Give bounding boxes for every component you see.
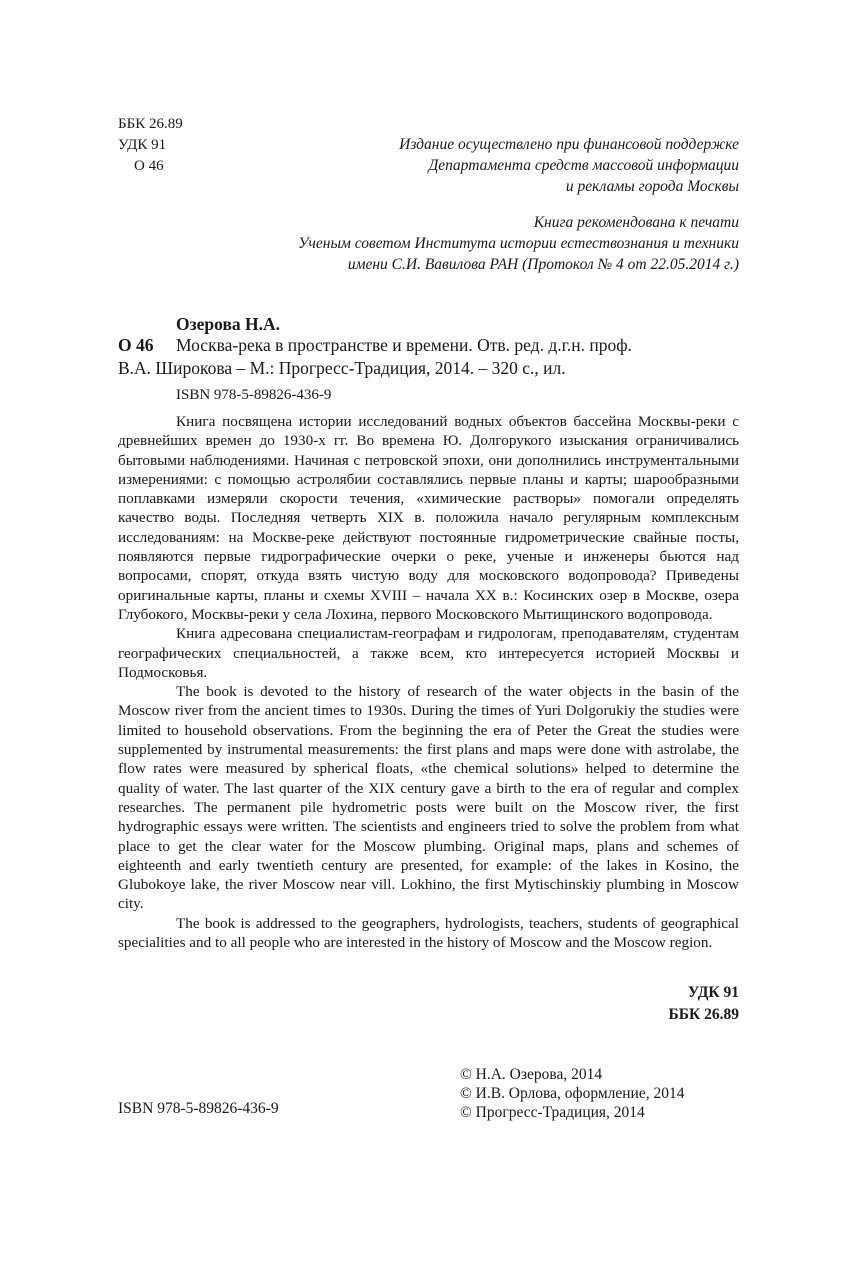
bottom-udk: УДК 91 [687,984,739,1001]
abstract-paragraph: The book is addressed to the geographers, hydrologists, teachers, students of geographical specialities and to all people who are interested in the history of Moscow and the Moscow region. [118,914,739,952]
record-title-first: Москва-река в пространстве и времени. Отв. ред. д.г.н. проф. [176,335,632,355]
copyright-line: © И.В. Орлова, оформление, 2014 [460,1085,685,1102]
funding-line: и рекламы города Москвы [565,178,739,195]
record-title [118,334,739,380]
record-author: Озерова Н.А. [176,314,281,334]
abstract-paragraph: Книга посвящена истории исследований водных объектов бассейна Москвы-реки с древнейших времен до 1930-х гг. Во времена Ю. Долгорукого изыскания ограничивались бытовыми наблюдениями. Начиная с петровской эпохи, они дополнились инструментальными измерениями: с помощью астролябии составлялись первые планы и карты; шарообразными поплавками измеряли скорости течения, «химические растворы» помогали определять качество воды. Последняя четверть XIX в. положила начало регулярным комплексным исследованиям: на Москве-реке действуют постоянные гидрометрические свайные посты, появляются первые гидрографические очерки о реке, ученые и инженеры бьются над вопросами, спорят, откуда взять чистую воду для московского водопровода? Приведены оригинальные карты, планы и схемы XVIII – начала XX в.: Косинских озер в Москве, озера Глубокого, Москвы-реки у села Лохина, первого Московского Мытищинского водопровода. [118,413,739,623]
funding-line: Издание осуществлено при финансовой поддержке [399,136,739,153]
abstract-paragraph: Книга адресована специалистам-географам и гидрологам, преподавателям, студентам географических специальностей, а также всем, кто интересуется историей Москвы и Подмосковья. [118,625,739,681]
recommendation-line: Книга рекомендована к печати [533,214,739,231]
bottom-codes [669,982,739,1026]
recommendation-line: Ученым советом Института истории естествознания и техники [298,235,739,252]
recommendation-note [298,212,739,275]
funding-line: Департамента средств массовой информации [428,157,739,174]
copyright-line: © Н.А. Озерова, 2014 [460,1066,603,1083]
record-code: О 46 [118,335,154,355]
record-title-rest: В.А. Широкова – М.: Прогресс-Традиция, 2014. – 320 с., ил. [118,358,566,378]
funding-note [399,134,739,197]
bottom-isbn: ISBN 978-5-89826-436-9 [118,1100,279,1117]
author-code: О 46 [134,158,164,174]
bottom-bbk: ББК 26.89 [668,1006,739,1023]
bbk-code: ББК 26.89 [118,116,183,132]
recommendation-line: имени С.И. Вавилова РАН (Протокол № 4 от 22.05.2014 г.) [347,256,739,273]
copyright-line: © Прогресс-Традиция, 2014 [460,1104,645,1121]
copyright-block [460,1065,684,1122]
record-isbn: ISBN 978-5-89826-436-9 [176,387,332,403]
classification-codes [118,114,183,177]
abstract-paragraph: The book is devoted to the history of research of the water objects in the basin of the Moscow river from the ancient times to 1930s. During the times of Yuri Dolgorukiy the studies were limited to household observations. From the beginning the era of Peter the Great the studies were supplemented by instrumental measurements: the first plans and maps were done with astrolabe, the flow rates were measured by spherical floats, «the chemical solutions» helped to determine the quality of water. The last quarter of the XIX century gave a birth to the era of regular and complex researches. The permanent pile hydrometric posts were built on the Moscow river, the first hydrographic essays were written. The scientists and engineers tried to solve the problem from what place to get the clear water for the Moscow plumbing. Original maps, plans and schemes of eighteenth and early twentieth century are presented, for example: of the lakes in Kosino, the Glubokoye lake, the river Moscow near vill. Lokhino, the first Mytischinskiy plumbing in Moscow city. [118,683,739,913]
udk-code: УДК 91 [118,137,167,153]
abstract [118,412,739,952]
